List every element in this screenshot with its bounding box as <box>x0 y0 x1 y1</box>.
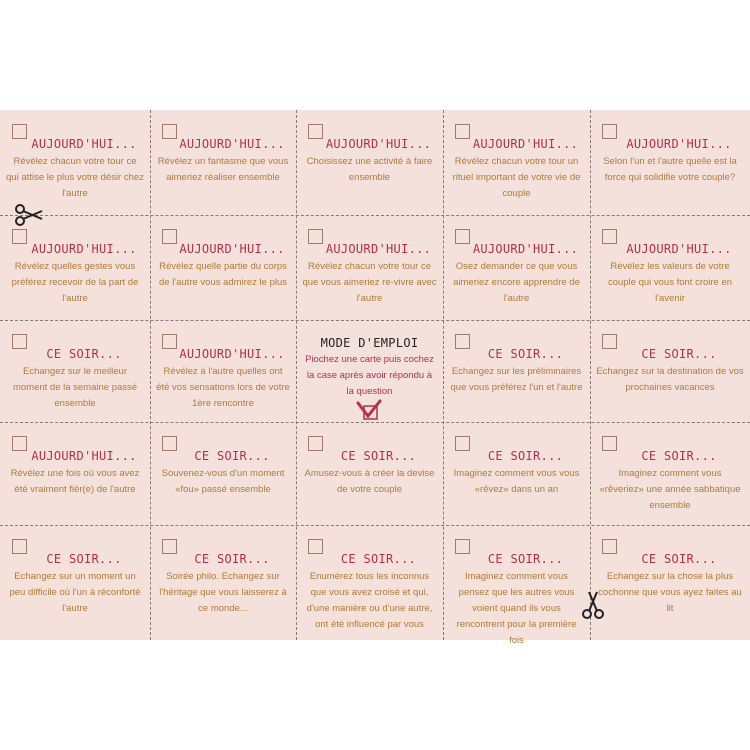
card-title: CE SOIR... <box>46 347 122 361</box>
card-title: CE SOIR... <box>641 347 717 361</box>
card-title: CE SOIR... <box>641 552 717 566</box>
scissors-icon <box>578 590 608 620</box>
card <box>590 525 750 640</box>
card-sheet <box>0 110 750 646</box>
card-text: Souvenez-vous d'un moment «fou» passé ensemble <box>161 468 285 495</box>
card <box>296 525 443 640</box>
card-title: CE SOIR... <box>487 347 564 361</box>
card-text: Osez demander ce que vous aimeriez encore apprendre de l'autre <box>453 261 580 304</box>
card <box>150 215 296 320</box>
card <box>443 422 590 525</box>
card <box>590 320 750 422</box>
card-text: Piochez une carte puis cochez la case après avoir répondu à la question <box>305 354 434 397</box>
card <box>150 525 296 640</box>
card-title: AUJOURD'HUI... <box>31 137 137 151</box>
card-title: CE SOIR... <box>487 449 564 463</box>
card <box>296 215 443 320</box>
card <box>443 110 590 215</box>
card-text: Echangez sur les préliminaires que vous préférez l'un et l'autre <box>450 366 583 393</box>
card-text: Enumérez tous les inconnus que vous avez croisé et qui, d'une manière ou d'une autre, ont été influencé par vous <box>306 571 433 630</box>
card-text: Révélez quelle partie du corps de l'autre vous admirez le plus <box>158 261 288 288</box>
card <box>150 422 296 525</box>
card <box>590 110 750 215</box>
card-title: CE SOIR... <box>46 552 122 566</box>
card <box>443 215 590 320</box>
card-title: AUJOURD'HUI... <box>31 449 137 463</box>
card-title: AUJOURD'HUI... <box>179 242 285 256</box>
card-text: Révélez chacun votre tour ce qui attise le plus votre désir chez l'autre <box>6 156 144 199</box>
card <box>443 320 590 422</box>
card-title: AUJOURD'HUI... <box>472 137 579 151</box>
card-text: Révélez chacun votre tour ce que vous aimeriez re-vivre avec l'autre <box>302 261 437 304</box>
card-text: Révélez quelles gestes vous préférez recevoir de la part de l'autre <box>11 261 139 304</box>
card-text: Selon l'un et l'autre quelle est la force qui solidifie votre couple? <box>603 156 737 183</box>
card-text: Imaginez comment vous vous «rêvez» dans un an <box>453 468 580 495</box>
card-text: Echangez sur le meilleur moment de la semaine passé ensemble <box>12 366 138 409</box>
card-title: CE SOIR... <box>194 449 270 463</box>
card-text: Imaginez comment vous «rêveriez» une année sabbatique ensemble <box>599 468 741 511</box>
card-title: AUJOURD'HUI... <box>626 242 732 256</box>
card-text: Révélez à l'autre quelles ont été vos sensations lors de votre 1ère rencontre <box>156 366 290 409</box>
card-text: Choisissez une activité à faire ensemble <box>306 156 433 183</box>
card <box>443 525 590 646</box>
card <box>0 320 150 422</box>
card-title: AUJOURD'HUI... <box>179 347 285 361</box>
card <box>296 422 443 525</box>
card-text: Echangez sur la chose la plus cochonne que vous ayez faites au lit <box>598 571 742 614</box>
card-title: AUJOURD'HUI... <box>626 137 732 151</box>
card-title: CE SOIR... <box>487 552 564 566</box>
scissors-icon <box>14 200 44 230</box>
card-title: AUJOURD'HUI... <box>179 137 285 151</box>
card-title: AUJOURD'HUI... <box>31 242 137 256</box>
card <box>296 110 443 215</box>
card <box>0 525 150 640</box>
card <box>590 422 750 525</box>
card <box>296 320 443 422</box>
card-text: Amusez-vous à créer la devise de votre couple <box>304 468 435 495</box>
card <box>0 215 150 320</box>
card <box>590 215 750 320</box>
card-text: Révélez chacun votre tour un rituel important de votre vie de couple <box>452 156 581 199</box>
card-title: AUJOURD'HUI... <box>325 242 432 256</box>
card-text: Révélez un fantasme que vous aimeriez réaliser ensemble <box>157 156 289 183</box>
card <box>0 422 150 525</box>
card <box>150 110 296 215</box>
card-title: AUJOURD'HUI... <box>325 137 432 151</box>
card-title: CE SOIR... <box>641 449 717 463</box>
card-title: AUJOURD'HUI... <box>472 242 579 256</box>
card <box>150 320 296 422</box>
card-text: Imaginez comment vous pensez que les autres vous voient quand ils vous rencontrent pour la première fois <box>456 571 577 646</box>
card-title: CE SOIR... <box>340 449 417 463</box>
card-text: Soirée philo. Echangez sur l'héritage que vous laisserez à ce monde... <box>159 571 287 614</box>
card-title: CE SOIR... <box>194 552 270 566</box>
card-text: Echangez sur un moment un peu difficile où l'un à réconforté l'autre <box>9 571 141 614</box>
card-title: MODE D'EMPLOI <box>320 336 419 350</box>
card-text: Echangez sur la destination de vos prochaines vacances <box>596 366 744 393</box>
card-title: CE SOIR... <box>340 552 417 566</box>
card-text: Révélez les valeurs de votre couple qui vous font croire en l'avenir <box>607 261 733 304</box>
card-text: Révélez une fois où vous avez été vraiment fièr(e) de l'autre <box>10 468 140 495</box>
checkmark-icon <box>356 399 382 421</box>
